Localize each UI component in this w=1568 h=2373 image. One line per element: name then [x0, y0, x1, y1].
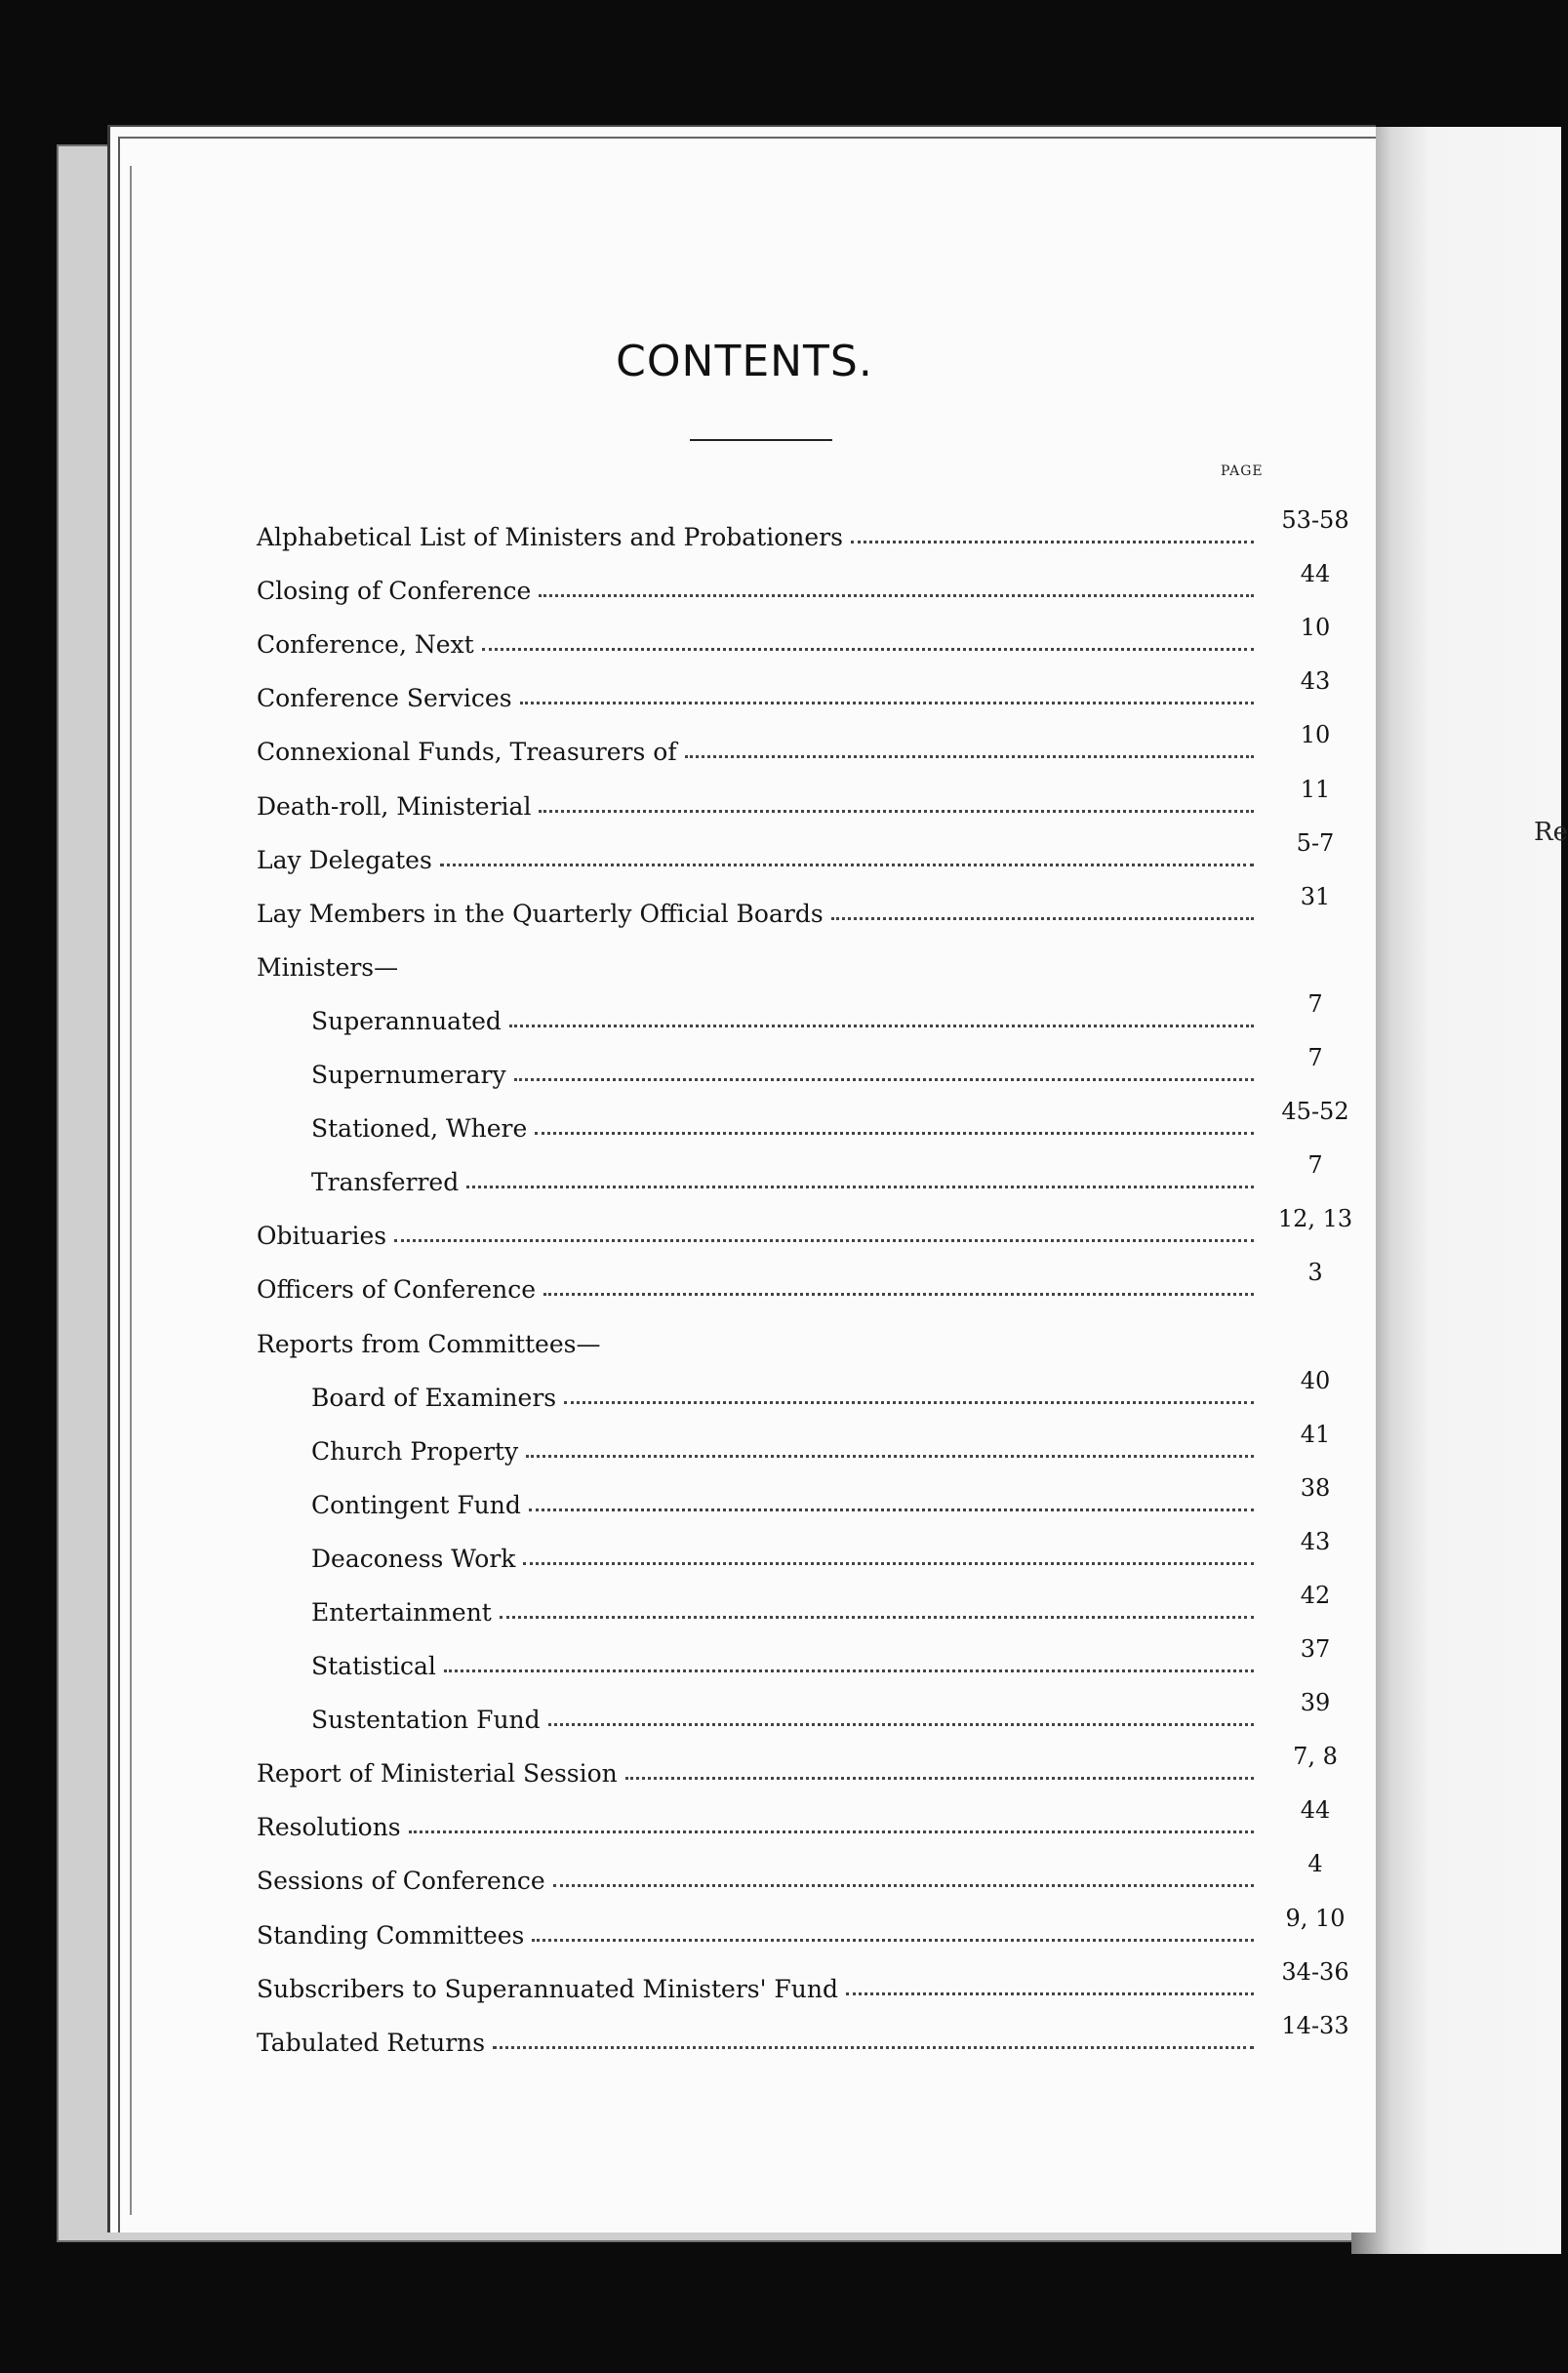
- toc-entry: [257, 1412, 1369, 1466]
- toc-entry-title: Supernumerary: [311, 1061, 506, 1090]
- toc-page-number: 7, 8: [1293, 1743, 1338, 1771]
- toc-entry: [257, 605, 1369, 659]
- dot-leader: [526, 1455, 1254, 1458]
- toc-entry-title: Board of Examiners: [311, 1383, 557, 1412]
- toc-entry: [257, 712, 1369, 766]
- dot-leader: [539, 810, 1254, 813]
- toc-entry-title: Standing Committees: [257, 1920, 525, 1950]
- toc-page-number: 5-7: [1296, 828, 1335, 857]
- toc-entry: [257, 1519, 1369, 1573]
- toc-entry: [257, 982, 1369, 1035]
- toc-entry: [257, 1143, 1369, 1196]
- toc-entry-title: Subscribers to Superannuated Ministers' Fund: [257, 1974, 838, 2003]
- toc-entry: [257, 1895, 1369, 1949]
- dot-leader: [514, 1078, 1254, 1081]
- toc-entry: [257, 2003, 1369, 2057]
- dot-leader: [523, 1562, 1254, 1565]
- toc-page-number: 38: [1300, 1473, 1331, 1502]
- toc-page-number: 40: [1300, 1366, 1331, 1394]
- toc-entry: [257, 1950, 1369, 2003]
- page-margin-rule: [130, 166, 132, 2215]
- toc-entry: [257, 1627, 1369, 1680]
- table-of-contents: [257, 498, 1369, 2057]
- dot-leader: [409, 1830, 1254, 1833]
- toc-entry: [257, 551, 1369, 605]
- toc-entry: [257, 1734, 1369, 1788]
- toc-page-number: 44: [1300, 1796, 1331, 1825]
- toc-entry: [257, 1680, 1369, 1734]
- toc-page-number: 4: [1307, 1850, 1323, 1878]
- toc-page-number: 31: [1300, 882, 1331, 910]
- toc-entry-title: Lay Delegates: [257, 845, 432, 874]
- title-underline: [690, 439, 832, 441]
- toc-entry-title: Reports from Committees—: [257, 1329, 601, 1358]
- dot-leader: [532, 1939, 1254, 1942]
- toc-page-number: 37: [1300, 1635, 1331, 1664]
- toc-page-number: 45-52: [1281, 1098, 1349, 1126]
- toc-entry: [257, 1035, 1369, 1089]
- page-column-header: PAGE: [1221, 463, 1264, 479]
- toc-page-number: 3: [1307, 1259, 1323, 1287]
- dot-leader: [535, 1132, 1254, 1135]
- toc-page-number: 39: [1300, 1689, 1331, 1717]
- dot-leader: [553, 1884, 1254, 1887]
- facing-page: [1351, 127, 1561, 2254]
- toc-entry-title: Transferred: [311, 1168, 460, 1197]
- dot-leader: [831, 917, 1254, 920]
- toc-entry-title: Superannuated: [311, 1006, 502, 1035]
- toc-entry-title: Lay Members in the Quarterly Official Boards: [257, 899, 824, 928]
- dot-leader: [625, 1777, 1254, 1780]
- toc-entry-title: Closing of Conference: [257, 577, 532, 606]
- toc-entry-title: Conference Services: [257, 684, 512, 713]
- dot-leader: [440, 864, 1254, 866]
- toc-page-number: 12, 13: [1277, 1205, 1353, 1233]
- toc-entry-title: Church Property: [311, 1436, 519, 1466]
- toc-entry-title: Tabulated Returns: [257, 2028, 486, 2057]
- dot-leader: [509, 1025, 1254, 1027]
- toc-entry: [257, 1466, 1369, 1519]
- toc-entry: [257, 1250, 1369, 1304]
- toc-page-number: 9, 10: [1285, 1904, 1346, 1932]
- toc-page-number: 44: [1300, 560, 1331, 588]
- toc-page-number: 7: [1307, 1044, 1323, 1072]
- dot-leader: [564, 1401, 1254, 1404]
- toc-entry: [257, 1358, 1369, 1412]
- toc-entry-title: Sustentation Fund: [311, 1706, 541, 1735]
- dot-leader: [529, 1508, 1254, 1511]
- toc-entry-title: Officers of Conference: [257, 1275, 536, 1305]
- dot-leader: [520, 702, 1254, 704]
- toc-entry: [257, 659, 1369, 712]
- toc-entry-title: Connexional Funds, Treasurers of: [257, 738, 677, 767]
- facing-page-text-fragment: Re: [1534, 818, 1568, 847]
- toc-group-heading: [257, 928, 1369, 982]
- toc-entry-title: Obituaries: [257, 1222, 387, 1251]
- page-title: CONTENTS.: [616, 337, 873, 386]
- dot-leader: [543, 1293, 1254, 1296]
- toc-entry: [257, 1841, 1369, 1895]
- dot-leader: [851, 541, 1254, 543]
- dot-leader: [482, 648, 1254, 651]
- dot-leader: [394, 1239, 1254, 1242]
- toc-entry-title: Deaconess Work: [311, 1544, 516, 1573]
- toc-entry: [257, 498, 1369, 551]
- dot-leader: [444, 1669, 1254, 1672]
- toc-entry: [257, 1196, 1369, 1250]
- toc-entry: [257, 821, 1369, 874]
- toc-page-number: 53-58: [1281, 506, 1349, 535]
- toc-page-number: 43: [1300, 1527, 1331, 1555]
- toc-entry: [257, 766, 1369, 820]
- toc-entry-title: Stationed, Where: [311, 1114, 528, 1144]
- toc-page-number: 14-33: [1281, 2011, 1349, 2039]
- toc-page-number: 41: [1300, 1420, 1331, 1448]
- toc-page-number: 7: [1307, 1151, 1323, 1180]
- toc-entry-title: Alphabetical List of Ministers and Probationers: [257, 523, 843, 552]
- toc-page-number: 43: [1300, 667, 1331, 696]
- toc-entry-title: Sessions of Conference: [257, 1867, 545, 1896]
- toc-entry-title: Resolutions: [257, 1813, 401, 1842]
- toc-entry-title: Report of Ministerial Session: [257, 1759, 618, 1789]
- toc-entry-title: Death-roll, Ministerial: [257, 791, 532, 821]
- dot-leader: [493, 2046, 1254, 2049]
- toc-group-heading: [257, 1304, 1369, 1357]
- toc-entry: [257, 1573, 1369, 1627]
- dot-leader: [466, 1186, 1254, 1188]
- contents-page: [107, 125, 1376, 2232]
- dot-leader: [685, 755, 1254, 758]
- dot-leader: [846, 1992, 1254, 1995]
- dot-leader: [539, 594, 1254, 597]
- toc-entry: [257, 1788, 1369, 1841]
- toc-page-number: 11: [1300, 775, 1331, 803]
- toc-page-number: 34-36: [1281, 1957, 1349, 1986]
- toc-page-number: 7: [1307, 989, 1323, 1018]
- dot-leader: [500, 1616, 1254, 1619]
- toc-page-number: 10: [1300, 721, 1331, 749]
- toc-entry-title: Entertainment: [311, 1597, 492, 1627]
- toc-entry-title: Conference, Next: [257, 630, 474, 660]
- toc-entry-title: Ministers—: [257, 952, 399, 982]
- toc-entry-title: Contingent Fund: [311, 1490, 521, 1519]
- toc-entry: [257, 874, 1369, 928]
- toc-page-number: 42: [1300, 1581, 1331, 1609]
- toc-entry-title: Statistical: [311, 1652, 436, 1681]
- toc-entry: [257, 1089, 1369, 1143]
- toc-page-number: 10: [1300, 614, 1331, 642]
- dot-leader: [548, 1723, 1254, 1726]
